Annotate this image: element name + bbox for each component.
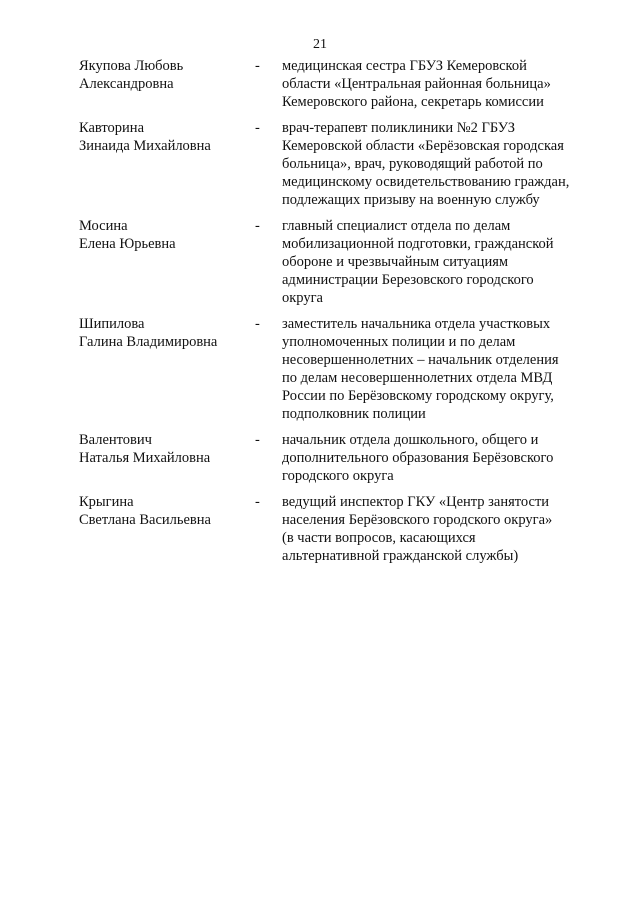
position-line: Кемеровского района, секретарь комиссии (282, 94, 544, 110)
commission-member-list (79, 57, 599, 573)
position-line: врач-терапевт поликлиники №2 ГБУЗ (282, 120, 516, 136)
member-row (79, 431, 599, 485)
position-line: подполковник полиции (282, 406, 426, 422)
member-surname: Якупова Любовь (79, 58, 184, 74)
position-line: ведущий инспектор ГКУ «Центр занятости (282, 494, 550, 510)
member-position (282, 493, 599, 565)
position-line: (в части вопросов, касающихся (282, 530, 476, 546)
member-surname: Валентович (79, 432, 152, 448)
position-line: населения Берёзовского городского округа» (282, 512, 553, 528)
position-line: Кемеровской области «Берёзовская городская (282, 138, 564, 154)
position-line: администрации Березовского городского (282, 272, 534, 288)
member-position (282, 217, 599, 307)
member-given-name: Галина Владимировна (79, 334, 218, 350)
member-position (282, 57, 599, 111)
position-line: начальник отдела дошкольного, общего и (282, 432, 539, 448)
dash-separator: - (255, 120, 260, 136)
member-name (79, 431, 255, 485)
member-given-name: Наталья Михайловна (79, 450, 211, 466)
member-row (79, 57, 599, 111)
member-row (79, 217, 599, 307)
member-surname: Крыгина (79, 494, 134, 510)
position-line: обороне и чрезвычайным ситуациям (282, 254, 509, 270)
member-row (79, 315, 599, 423)
member-name (79, 57, 255, 111)
position-line: по делам несовершеннолетних отдела МВД (282, 370, 553, 386)
position-line: округа (282, 290, 323, 306)
member-row (79, 493, 599, 565)
dash-separator: - (255, 494, 260, 510)
position-line: медицинскому освидетельствованию граждан, (282, 174, 570, 190)
member-position (282, 315, 599, 423)
member-position (282, 431, 599, 485)
member-surname: Шипилова (79, 316, 145, 332)
position-line: городского округа (282, 468, 394, 484)
member-name (79, 493, 255, 565)
member-name (79, 119, 255, 209)
position-line: больница», врач, руководящий работой по (282, 156, 543, 172)
dash-separator: - (255, 432, 260, 448)
position-line: заместитель начальника отдела участковых (282, 316, 551, 332)
position-line: альтернативной гражданской службы) (282, 548, 519, 564)
position-line: главный специалист отдела по делам (282, 218, 511, 234)
position-line: несовершеннолетних – начальник отделения (282, 352, 559, 368)
position-line: дополнительного образования Берёзовского (282, 450, 554, 466)
page-number: 21 (313, 37, 327, 52)
member-surname: Мосина (79, 218, 128, 234)
member-given-name: Светлана Васильевна (79, 512, 211, 528)
position-line: области «Центральная районная больница» (282, 76, 551, 92)
position-line: медицинская сестра ГБУЗ Кемеровской (282, 58, 527, 74)
member-given-name: Александровна (79, 76, 174, 92)
member-name (79, 315, 255, 423)
dash-separator: - (255, 58, 260, 74)
dash-separator: - (255, 218, 260, 234)
member-surname: Кавторина (79, 120, 145, 136)
member-position (282, 119, 599, 209)
position-line: подлежащих призыву на военную службу (282, 192, 540, 208)
member-given-name: Зинаида Михайловна (79, 138, 211, 154)
position-line: мобилизационной подготовки, гражданской (282, 236, 554, 252)
member-row (79, 119, 599, 209)
member-name (79, 217, 255, 307)
position-line: России по Берёзовскому городскому округу, (282, 388, 554, 404)
position-line: уполномоченных полиции и по делам (282, 334, 516, 350)
member-given-name: Елена Юрьевна (79, 236, 176, 252)
dash-separator: - (255, 316, 260, 332)
